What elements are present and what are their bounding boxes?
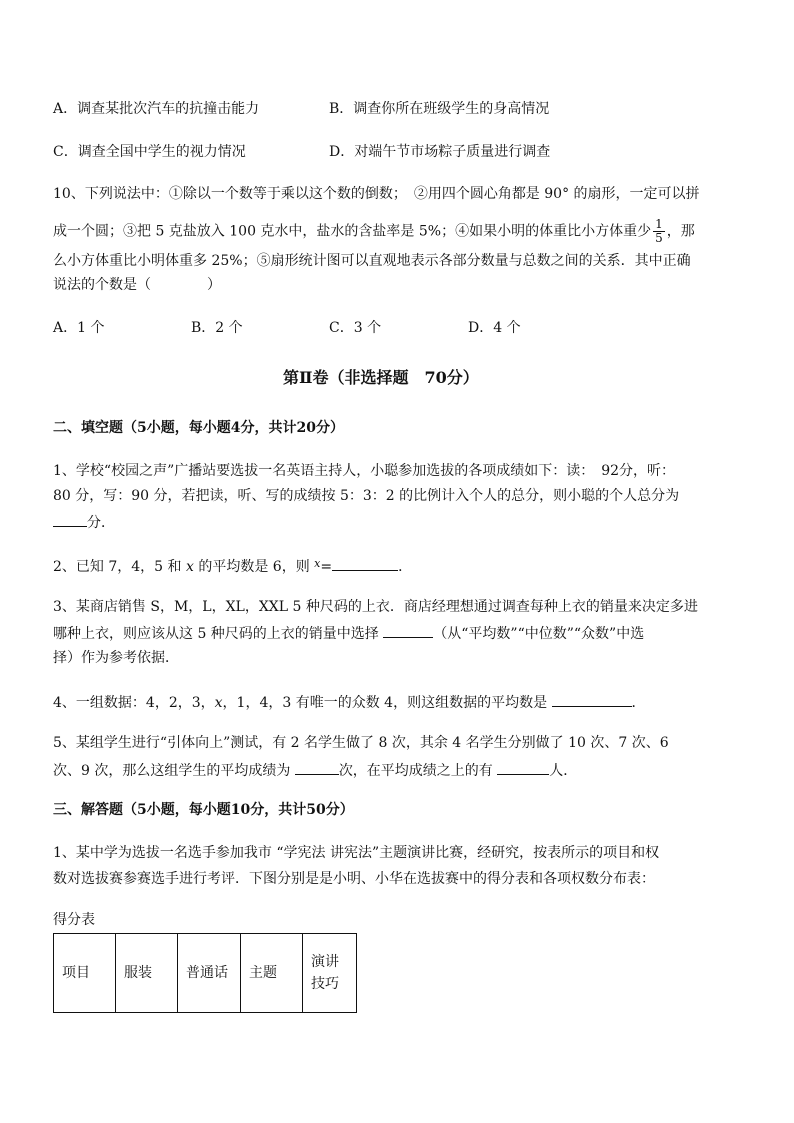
s2-q2-text-a: 2、已知 7，4，5 和 — [53, 559, 186, 575]
q10-line-2 — [53, 218, 695, 245]
s2-q4-text-b: ，1，4，3 有唯一的众数 4，则这组数据的平均数是 — [222, 695, 552, 711]
s2-q3-line-1: 3、某商店销售 S，M，L，XL，XXL 5 种尺码的上衣．商店经理想通过调查每种上衣的销量来决定多进 — [53, 599, 698, 615]
q9-option-b: B．调查你所在班级学生的身高情况 — [329, 101, 550, 117]
s2-q5-text-c: 人． — [549, 763, 578, 779]
q10-line-1: 10、下列说法中：①除以一个数等于乘以这个数的倒数； ②用四个圆心角都是 90° 的扇形，一定可以拼 — [53, 186, 700, 202]
answer-blank[interactable] — [295, 760, 339, 775]
part-2-title: 第Ⅱ卷（非选择题 70分） — [283, 368, 479, 387]
s2-q5-text-b: 次，在平均成绩之上的有 — [338, 763, 498, 779]
answer-blank[interactable] — [552, 692, 632, 707]
q9-option-a: A．调查某批次汽车的抗撞击能力 — [53, 101, 260, 117]
q10-line-2-text: 成一个圆；③把 5 克盐放入 100 克水中，盐水的含盐率是 5%；④如果小明的体重比小方体重少 — [53, 223, 652, 240]
answer-blank[interactable] — [332, 556, 398, 571]
fraction-denominator: 5 — [655, 231, 663, 245]
answer-blank[interactable] — [497, 760, 549, 775]
s2-q2-equals: = — [320, 559, 333, 575]
s2-q2 — [53, 555, 412, 576]
score-table — [53, 933, 357, 1013]
s2-q4-period: ． — [631, 695, 646, 711]
s2-q1-line-1: 1、学校“校园之声”广播站要选拔一名英语主持人，小聪参加选拔的各项成绩如下：读： 92分，听： — [53, 463, 676, 479]
s3-q1-line-1: 1、某中学为选拔一名选手参加我市 “学宪法 讲宪法”主题演讲比赛，经研究，按表所示的项目和权 — [53, 845, 660, 861]
s2-q4-text-a: 4、一组数据：4，2，3， — [53, 695, 215, 711]
table-header-cell: 主题 — [241, 934, 303, 1013]
s2-q3-line-3: 择）作为参考依据． — [53, 650, 179, 666]
q10-line-2-tail: ，那 — [666, 223, 695, 240]
s2-q5-line-2 — [53, 760, 577, 780]
s2-q5-text-a: 次、9 次，那么这组学生的平均成绩为 — [53, 763, 295, 779]
s2-q2-period: ． — [398, 559, 413, 575]
section-2-heading: 二、填空题（5小题，每小题4分，共计20分） — [53, 420, 344, 436]
answer-blank[interactable] — [383, 623, 433, 638]
variable-x-small: x — [314, 557, 321, 570]
q9-option-c: C．调查全国中学生的视力情况 — [53, 144, 246, 160]
q10-option-d: D．4 个 — [468, 320, 521, 336]
q10-option-b: B．2 个 — [191, 320, 243, 336]
fraction-numerator: 1 — [655, 217, 663, 231]
answer-blank[interactable] — [53, 512, 87, 527]
table-header-cell: 项目 — [54, 934, 116, 1013]
table-header-cell: 演讲技巧 — [303, 934, 357, 1013]
q10-option-c: C．3 个 — [329, 320, 382, 336]
s2-q3-text-a: 哪种上衣，则应该从这 5 种尺码的上衣的销量中选择 — [53, 626, 384, 642]
s2-q1-line-2: 80 分，写：90 分，若把读，听、写的成绩按 5：3：2 的比例计入个人的总分，则小聪的个人总分为 — [53, 488, 680, 504]
section-3-heading: 三、解答题（5小题，每小题10分，共计50分） — [53, 802, 354, 818]
s2-q1-line-3 — [53, 512, 115, 532]
table-header-cell: 服装 — [116, 934, 178, 1013]
s3-q1-line-2: 数对选拔赛参赛选手进行考评．下图分别是是小明、小华在选拔赛中的得分表和各项权数分布表： — [53, 871, 655, 887]
q10-line-4: 说法的个数是（ ） — [53, 277, 221, 293]
s2-q5-line-1: 5、某组学生进行“引体向上”测试，有 2 名学生做了 8 次，其余 4 名学生分别做了 10 次、7 次、6 — [53, 735, 669, 751]
fraction-one-fifth — [653, 218, 665, 245]
table-header-cell: 普通话 — [178, 934, 241, 1013]
s2-q3-line-2 — [53, 623, 644, 643]
variable-x: x — [214, 695, 223, 711]
q10-line-3: 么小方体重比小明体重多 25%；⑤扇形统计图可以直观地表示各部分数量与总数之间的关系．其中正确 — [53, 253, 691, 269]
s2-q4 — [53, 692, 646, 712]
s2-q3-text-b: （从“平均数”“中位数”“众数”中选 — [433, 626, 645, 642]
table-caption: 得分表 — [53, 912, 95, 928]
s2-q1-line-3-text: 分． — [87, 515, 115, 531]
s2-q2-text-b: 的平均数是 6，则 — [193, 559, 315, 575]
q9-option-d: D．对端午节市场粽子质量进行调查 — [329, 144, 551, 160]
table-row — [54, 934, 357, 1013]
variable-x: x — [185, 559, 194, 575]
q10-option-a: A．1 个 — [53, 320, 105, 336]
